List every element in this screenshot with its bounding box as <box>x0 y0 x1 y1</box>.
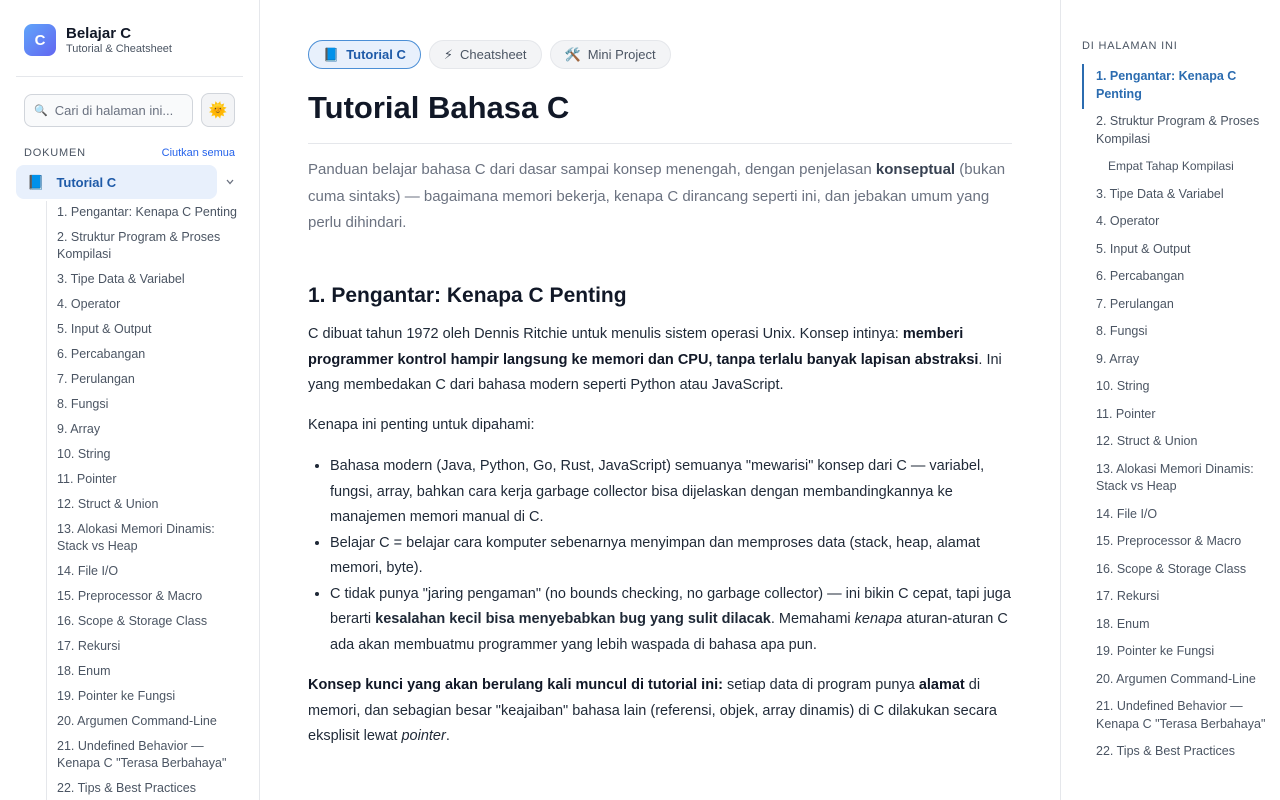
tab-cheatsheet[interactable] <box>429 40 542 69</box>
sidebar-item-label: Tutorial C <box>56 174 117 190</box>
sidebar-item-10-string[interactable]: 10. String <box>57 447 111 461</box>
sun-icon: 🌞 <box>208 102 228 119</box>
sidebar-item-7-perulangan[interactable]: 7. Perulangan <box>57 372 135 386</box>
toc-item-9-array[interactable]: 9. Array <box>1096 351 1140 366</box>
sidebar-item-5-input-output[interactable]: 5. Input & Output <box>57 322 152 336</box>
toc-item-8-fungsi[interactable]: 8. Fungsi <box>1096 324 1148 338</box>
sidebar-sublist <box>46 201 246 800</box>
sidebar-item-9-array[interactable]: 9. Array <box>57 422 101 436</box>
sidebar-item-18-enum[interactable]: 18. Enum <box>57 664 111 678</box>
list-item-italic: kenapa <box>854 611 903 627</box>
title-divider <box>308 143 1012 144</box>
sidebar-item-3-tipe-data-variabel[interactable]: 3. Tipe Data & Variabel <box>57 272 185 286</box>
sidebar-item-19-pointer-ke-fungsi[interactable]: 19. Pointer ke Fungsi <box>57 689 176 703</box>
toc-item-4-operator[interactable]: 4. Operator <box>1096 214 1160 228</box>
toc-item-3-tipe-data-variabel[interactable]: 3. Tipe Data & Variabel <box>1096 186 1224 201</box>
doc-tabs <box>308 40 679 69</box>
sidebar-item-21-undefined-behavior-kenapa-c-terasa-be[interactable]: 21. Undefined Behavior — Kenapa C "Terasa Berbahaya" <box>57 739 227 770</box>
toc-item-13-alokasi-memori-dinamis-stack-vs-heap[interactable]: 13. Alokasi Memori Dinamis: Stack vs Heap <box>1096 461 1254 493</box>
collapse-all-link[interactable]: Ciutkan semua <box>161 147 235 159</box>
sidebar-item-15-preprocessor-macro[interactable]: 15. Preprocessor & Macro <box>57 589 203 603</box>
tab-mini-project[interactable] <box>550 40 671 69</box>
toc-item-empat-tahap-kompilasi[interactable]: Empat Tahap Kompilasi <box>1108 159 1234 173</box>
list-item-text: . Memahami <box>770 611 855 627</box>
list-item <box>330 582 1012 659</box>
documents-section-label: DOKUMEN <box>24 147 86 159</box>
reasons-list <box>308 454 1012 658</box>
lightning-icon: ⚡ <box>443 46 454 62</box>
theme-toggle-button[interactable] <box>201 93 235 127</box>
toc-item-11-pointer[interactable]: 11. Pointer <box>1096 406 1156 421</box>
page-title: Tutorial Bahasa C <box>308 90 570 125</box>
list-item-bold: kesalahan kecil bisa menyebabkan bug yang sulit dilacak <box>375 611 771 627</box>
paragraph-text: C dibuat tahun 1972 oleh Dennis Ritchie untuk menulis sistem operasi Unix. Konsep intinya: <box>308 326 903 342</box>
toc-label: DI HALAMAN INI <box>1082 40 1178 52</box>
tab-label: Tutorial C <box>346 47 406 62</box>
toc-item-5-input-output[interactable]: 5. Input & Output <box>1096 241 1191 256</box>
sidebar-item-8-fungsi[interactable]: 8. Fungsi <box>57 397 109 411</box>
tools-icon: 🛠️ <box>564 46 581 62</box>
chevron-down-icon[interactable] <box>223 173 237 191</box>
sidebar-item-16-scope-storage-class[interactable]: 16. Scope & Storage Class <box>57 614 208 628</box>
key-concept-bold: Konsep kunci yang akan berulang kali muncul di tutorial ini: <box>308 677 723 693</box>
sidebar-item-1-pengantar-kenapa-c-penting[interactable]: 1. Pengantar: Kenapa C Penting <box>57 205 237 219</box>
key-concept-text: di memori, dan sebagian besar "keajaiban" bahasa lain (referensi, objek, array dinamis) di C dilakukan secara eksplisit lewat <box>308 677 997 744</box>
search-icon: 🔍 <box>34 105 48 117</box>
paragraph-text-end: . Ini yang membedakan C dari bahasa modern seperti Python atau JavaScript. <box>308 351 1002 393</box>
intro-bold: konseptual <box>875 161 956 178</box>
sidebar-item-13-alokasi-memori-dinamis-stack-vs-heap[interactable]: 13. Alokasi Memori Dinamis: Stack vs Heap <box>57 522 215 553</box>
search-box[interactable] <box>24 94 193 127</box>
paragraph-why: Kenapa ini penting untuk dipahami: <box>308 417 535 433</box>
paragraph-key-concept <box>308 673 1012 750</box>
list-item: • Bahasa modern (Java, Python, Go, Rust, JavaScript) semuanya "mewarisi" konsep dari C — variabel, fungsi, array, bahkan cara kerja garbage collector bisa dijelaskan dengan membandingkannya ke manajemen memori manual di C. <box>330 454 1012 531</box>
toc-item-19-pointer-ke-fungsi[interactable]: 19. Pointer ke Fungsi <box>1096 644 1215 658</box>
brand-text <box>66 25 172 56</box>
sidebar-item-22-tips-best-practices[interactable]: 22. Tips & Best Practices <box>57 781 196 795</box>
sidebar <box>0 0 260 800</box>
toc-item-20-argumen-command-line[interactable]: 20. Argumen Command-Line <box>1096 671 1256 686</box>
toc-item-15-preprocessor-macro[interactable]: 15. Preprocessor & Macro <box>1096 534 1242 548</box>
sidebar-item-11-pointer[interactable]: 11. Pointer <box>57 472 117 486</box>
sidebar-item-tutorial-c[interactable] <box>16 165 217 199</box>
table-of-contents <box>1060 0 1280 800</box>
tab-label: Cheatsheet <box>460 47 527 62</box>
toc-item-17-rekursi[interactable]: 17. Rekursi <box>1096 589 1160 603</box>
list-item: • Belajar C = belajar cara komputer sebenarnya menyimpan dan memproses data (stack, heap, alamat memori, byte). <box>330 531 1012 582</box>
toc-list <box>1082 64 1280 767</box>
key-concept-bold-address: alamat <box>918 677 965 693</box>
paragraph-bold: memberi programmer kontrol hampir langsung ke memori dan CPU, tanpa terlalu banyak lapisan abstraksi <box>308 326 979 368</box>
brand-logo: C <box>24 24 56 56</box>
paragraph-origin <box>308 322 1012 399</box>
toc-item-18-enum[interactable]: 18. Enum <box>1096 616 1150 631</box>
brand[interactable] <box>24 24 172 56</box>
intro-text: Panduan belajar bahasa C dari dasar sampai konsep menengah, dengan penjelasan <box>308 161 876 178</box>
key-concept-italic: pointer <box>401 728 446 744</box>
key-concept-end: . <box>445 728 450 744</box>
search-input[interactable] <box>55 103 185 118</box>
toc-item-2-struktur-program-proses-kompilasi[interactable]: 2. Struktur Program & Proses Kompilasi <box>1096 114 1260 146</box>
list-item-text: C tidak punya "jaring pengaman" (no bounds checking, no garbage collector) — ini bikin C cepat, tapi juga berarti <box>330 585 1011 627</box>
sidebar-item-2-struktur-program-proses-kompilasi[interactable]: 2. Struktur Program & Proses Kompilasi <box>57 230 221 261</box>
toc-item-1-pengantar-kenapa-c-penting[interactable]: 1. Pengantar: Kenapa C Penting <box>1082 64 1280 109</box>
toc-item-14-file-i-o[interactable]: 14. File I/O <box>1096 506 1158 521</box>
section-heading: 1. Pengantar: Kenapa C Penting <box>308 284 627 307</box>
toc-item-16-scope-storage-class[interactable]: 16. Scope & Storage Class <box>1096 561 1247 576</box>
sidebar-item-20-argumen-command-line[interactable]: 20. Argumen Command-Line <box>57 714 217 728</box>
book-icon: 📘 <box>27 173 45 190</box>
tab-label: Mini Project <box>587 47 656 62</box>
brand-title: Belajar C <box>66 24 132 42</box>
intro-paragraph <box>308 157 1012 237</box>
toc-item-7-perulangan[interactable]: 7. Perulangan <box>1096 296 1174 311</box>
sidebar-divider <box>16 76 243 77</box>
toc-item-10-string[interactable]: 10. String <box>1096 379 1150 393</box>
book-icon: 📘 <box>323 46 340 62</box>
toc-item-6-percabangan[interactable]: 6. Percabangan <box>1096 269 1185 283</box>
intro-text-end: (bukan cuma sintaks) — bagaimana memori bekerja, kenapa C dirancang seperti ini, dan jebakan umum yang perlu dihindari. <box>308 161 1006 231</box>
key-concept-text: setiap data di program punya <box>722 677 919 693</box>
brand-subtitle: Tutorial & Cheatsheet <box>66 42 172 55</box>
toc-item-22-tips-best-practices[interactable]: 22. Tips & Best Practices <box>1096 744 1235 758</box>
toc-item-21-undefined-behavior-kenapa-c-terasa-be[interactable]: 21. Undefined Behavior — Kenapa C "Terasa Berbahaya" <box>1096 699 1266 731</box>
sidebar-item-17-rekursi[interactable]: 17. Rekursi <box>57 639 121 653</box>
sidebar-item-6-percabangan[interactable]: 6. Percabangan <box>57 347 146 361</box>
sidebar-item-4-operator[interactable]: 4. Operator <box>57 297 121 311</box>
tab-tutorial-c[interactable] <box>308 40 421 69</box>
sidebar-item-14-file-i-o[interactable]: 14. File I/O <box>57 564 119 578</box>
sidebar-item-12-struct-union[interactable]: 12. Struct & Union <box>57 497 159 511</box>
toc-item-12-struct-union[interactable]: 12. Struct & Union <box>1096 434 1198 448</box>
list-item-text-end: aturan-aturan C ada akan membuatmu programmer yang lebih waspada di bahasa apa pun. <box>330 611 1008 653</box>
